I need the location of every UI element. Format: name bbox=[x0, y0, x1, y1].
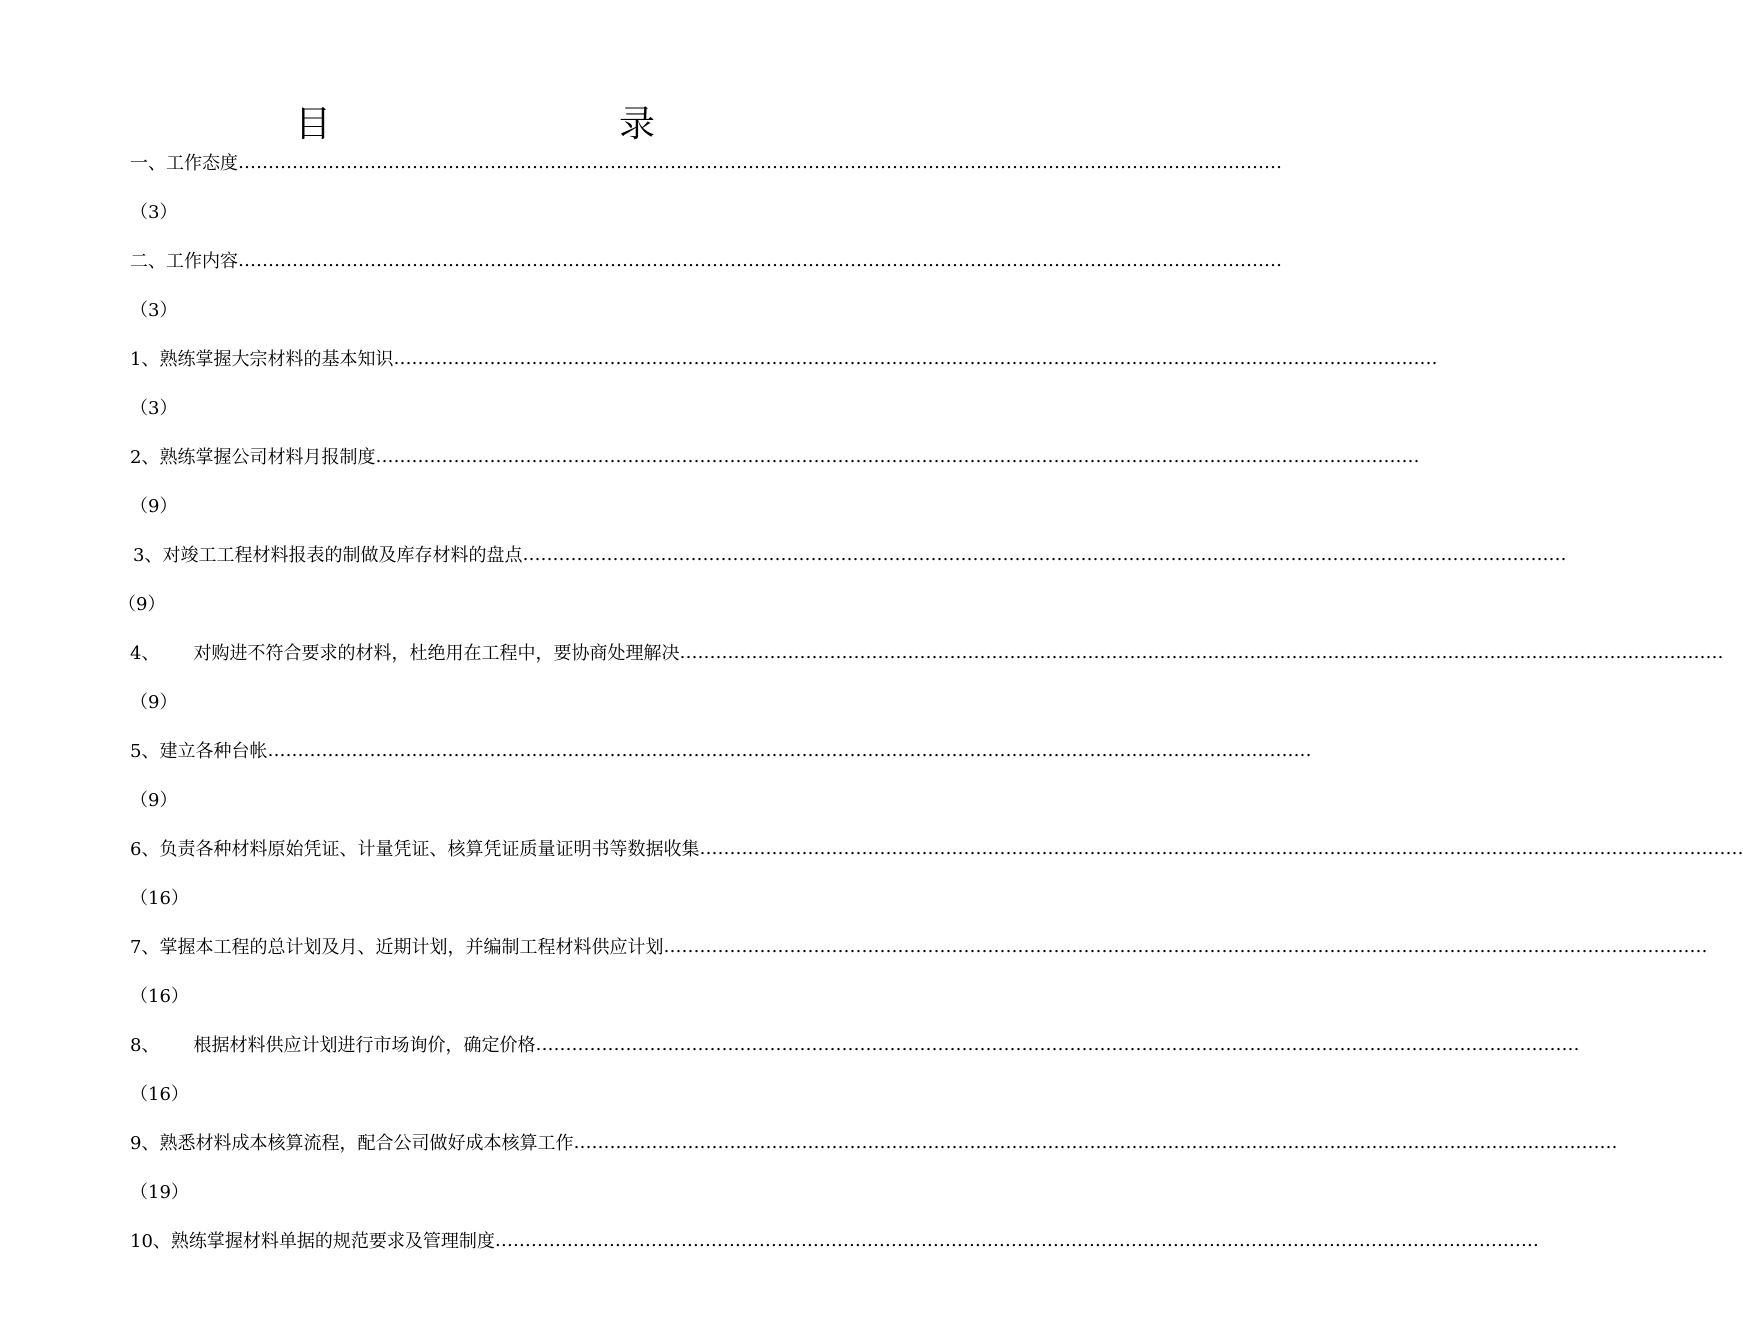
toc-entry-number: 10、 bbox=[130, 1231, 171, 1252]
toc-entry-line bbox=[130, 828, 1743, 868]
toc-entry-line bbox=[130, 338, 1438, 378]
dot-leader: ………………………………………………………………………………………………………………………………………………………… bbox=[535, 1033, 1580, 1055]
toc-entry bbox=[0, 1122, 1618, 1220]
toc-entry-line bbox=[130, 1220, 1539, 1260]
toc-entry bbox=[0, 730, 1312, 828]
toc-entry-text: 熟练掌握材料单据的规范要求及管理制度 bbox=[170, 1231, 495, 1252]
toc-entry-number: 7、 bbox=[130, 937, 160, 958]
toc-entry-number: 8、 bbox=[130, 1035, 160, 1056]
toc-entry-number: 一、 bbox=[130, 153, 166, 174]
dot-leader: ………………………………………………………………………………………………………………………………………………………… bbox=[663, 935, 1708, 957]
toc-entry-text: 建立各种台帐 bbox=[159, 741, 268, 762]
toc-entry-number: 3、 bbox=[133, 545, 163, 566]
toc-entry-line bbox=[130, 436, 1420, 476]
toc-entry bbox=[0, 828, 1743, 926]
dot-leader: ………………………………………………………………………………………………………………………………………………………… bbox=[573, 1131, 1618, 1153]
toc-entry-text: 熟悉材料成本核算流程，配合公司做好成本核算工作 bbox=[159, 1133, 574, 1154]
toc-entry-number: 6、 bbox=[130, 839, 160, 860]
toc-entry bbox=[0, 534, 1567, 632]
toc-entry-text: 熟练掌握公司材料月报制度 bbox=[159, 447, 376, 468]
toc-entry bbox=[0, 632, 1724, 730]
toc-entry bbox=[0, 926, 1708, 1024]
toc-page-number: （16） bbox=[130, 888, 189, 909]
table-of-contents bbox=[0, 142, 1743, 1318]
toc-entry-text: 工作内容 bbox=[166, 251, 238, 272]
toc-entry-text: 熟练掌握大宗材料的基本知识 bbox=[159, 349, 394, 370]
toc-page-number: （3） bbox=[130, 300, 178, 321]
toc-page-number: （9） bbox=[130, 496, 178, 517]
toc-entry-line bbox=[130, 926, 1708, 966]
toc-entry-text: 对购进不符合要求的材料，杜绝用在工程中，要协商处理解决 bbox=[193, 643, 680, 664]
toc-page-number: （9） bbox=[130, 790, 178, 811]
dot-leader: ………………………………………………………………………………………………………………………………………………………… bbox=[679, 641, 1724, 663]
dot-leader: ………………………………………………………………………………………………………………………………………………………… bbox=[238, 249, 1282, 271]
toc-page-number: （16） bbox=[130, 986, 189, 1007]
dot-leader: ………………………………………………………………………………………………………………………………………………………… bbox=[375, 445, 1420, 467]
toc-entry bbox=[0, 1220, 1539, 1318]
toc-entry-number: 2、 bbox=[130, 447, 160, 468]
toc-entry-line bbox=[130, 1122, 1618, 1162]
toc-title: 目 录 bbox=[294, 104, 727, 145]
toc-entry-text: 掌握本工程的总计划及月、近期计划，并编制工程材料供应计划 bbox=[159, 937, 664, 958]
toc-entry-number: 1、 bbox=[130, 349, 160, 370]
toc-page-number: （3） bbox=[130, 398, 178, 419]
toc-entry-number: 4、 bbox=[130, 643, 160, 664]
toc-entry-text: 工作态度 bbox=[166, 153, 238, 174]
toc-entry-text: 对竣工工程材料报表的制做及库存材料的盘点 bbox=[162, 545, 523, 566]
toc-page-number: （9） bbox=[118, 594, 166, 615]
toc-entry bbox=[0, 142, 1282, 240]
dot-leader: ………………………………………………………………………………………………………………………………………………………… bbox=[699, 837, 1743, 859]
toc-page-number: （16） bbox=[130, 1084, 189, 1105]
toc-entry-line bbox=[130, 730, 1312, 770]
toc-entry-line bbox=[130, 1024, 1580, 1064]
toc-entry-number: 9、 bbox=[130, 1133, 160, 1154]
toc-entry-text: 根据材料供应计划进行市场询价，确定价格 bbox=[193, 1035, 536, 1056]
toc-entry bbox=[0, 240, 1282, 338]
toc-entry-text: 负责各种材料原始凭证、计量凭证、核算凭证质量证明书等数据收集 bbox=[159, 839, 700, 860]
toc-entry-line bbox=[130, 240, 1282, 280]
toc-entry bbox=[0, 436, 1420, 534]
dot-leader: ………………………………………………………………………………………………………………………………………………………… bbox=[522, 543, 1567, 565]
toc-page-number: （19） bbox=[130, 1182, 189, 1203]
dot-leader: ………………………………………………………………………………………………………………………………………………………… bbox=[267, 739, 1312, 761]
toc-entry-number: 5、 bbox=[130, 741, 160, 762]
toc-entry-line bbox=[130, 142, 1282, 182]
toc-page-number: （3） bbox=[130, 202, 178, 223]
toc-page-number: （9） bbox=[130, 692, 178, 713]
toc-entry-line bbox=[130, 632, 1724, 672]
toc-entry bbox=[0, 338, 1438, 436]
toc-entry-line bbox=[133, 534, 1567, 574]
toc-entry bbox=[0, 1024, 1580, 1122]
dot-leader: ………………………………………………………………………………………………………………………………………………………… bbox=[494, 1229, 1539, 1251]
dot-leader: ………………………………………………………………………………………………………………………………………………………… bbox=[393, 347, 1438, 369]
toc-entry-number: 二、 bbox=[130, 251, 166, 272]
dot-leader: ………………………………………………………………………………………………………………………………………………………… bbox=[238, 151, 1282, 173]
